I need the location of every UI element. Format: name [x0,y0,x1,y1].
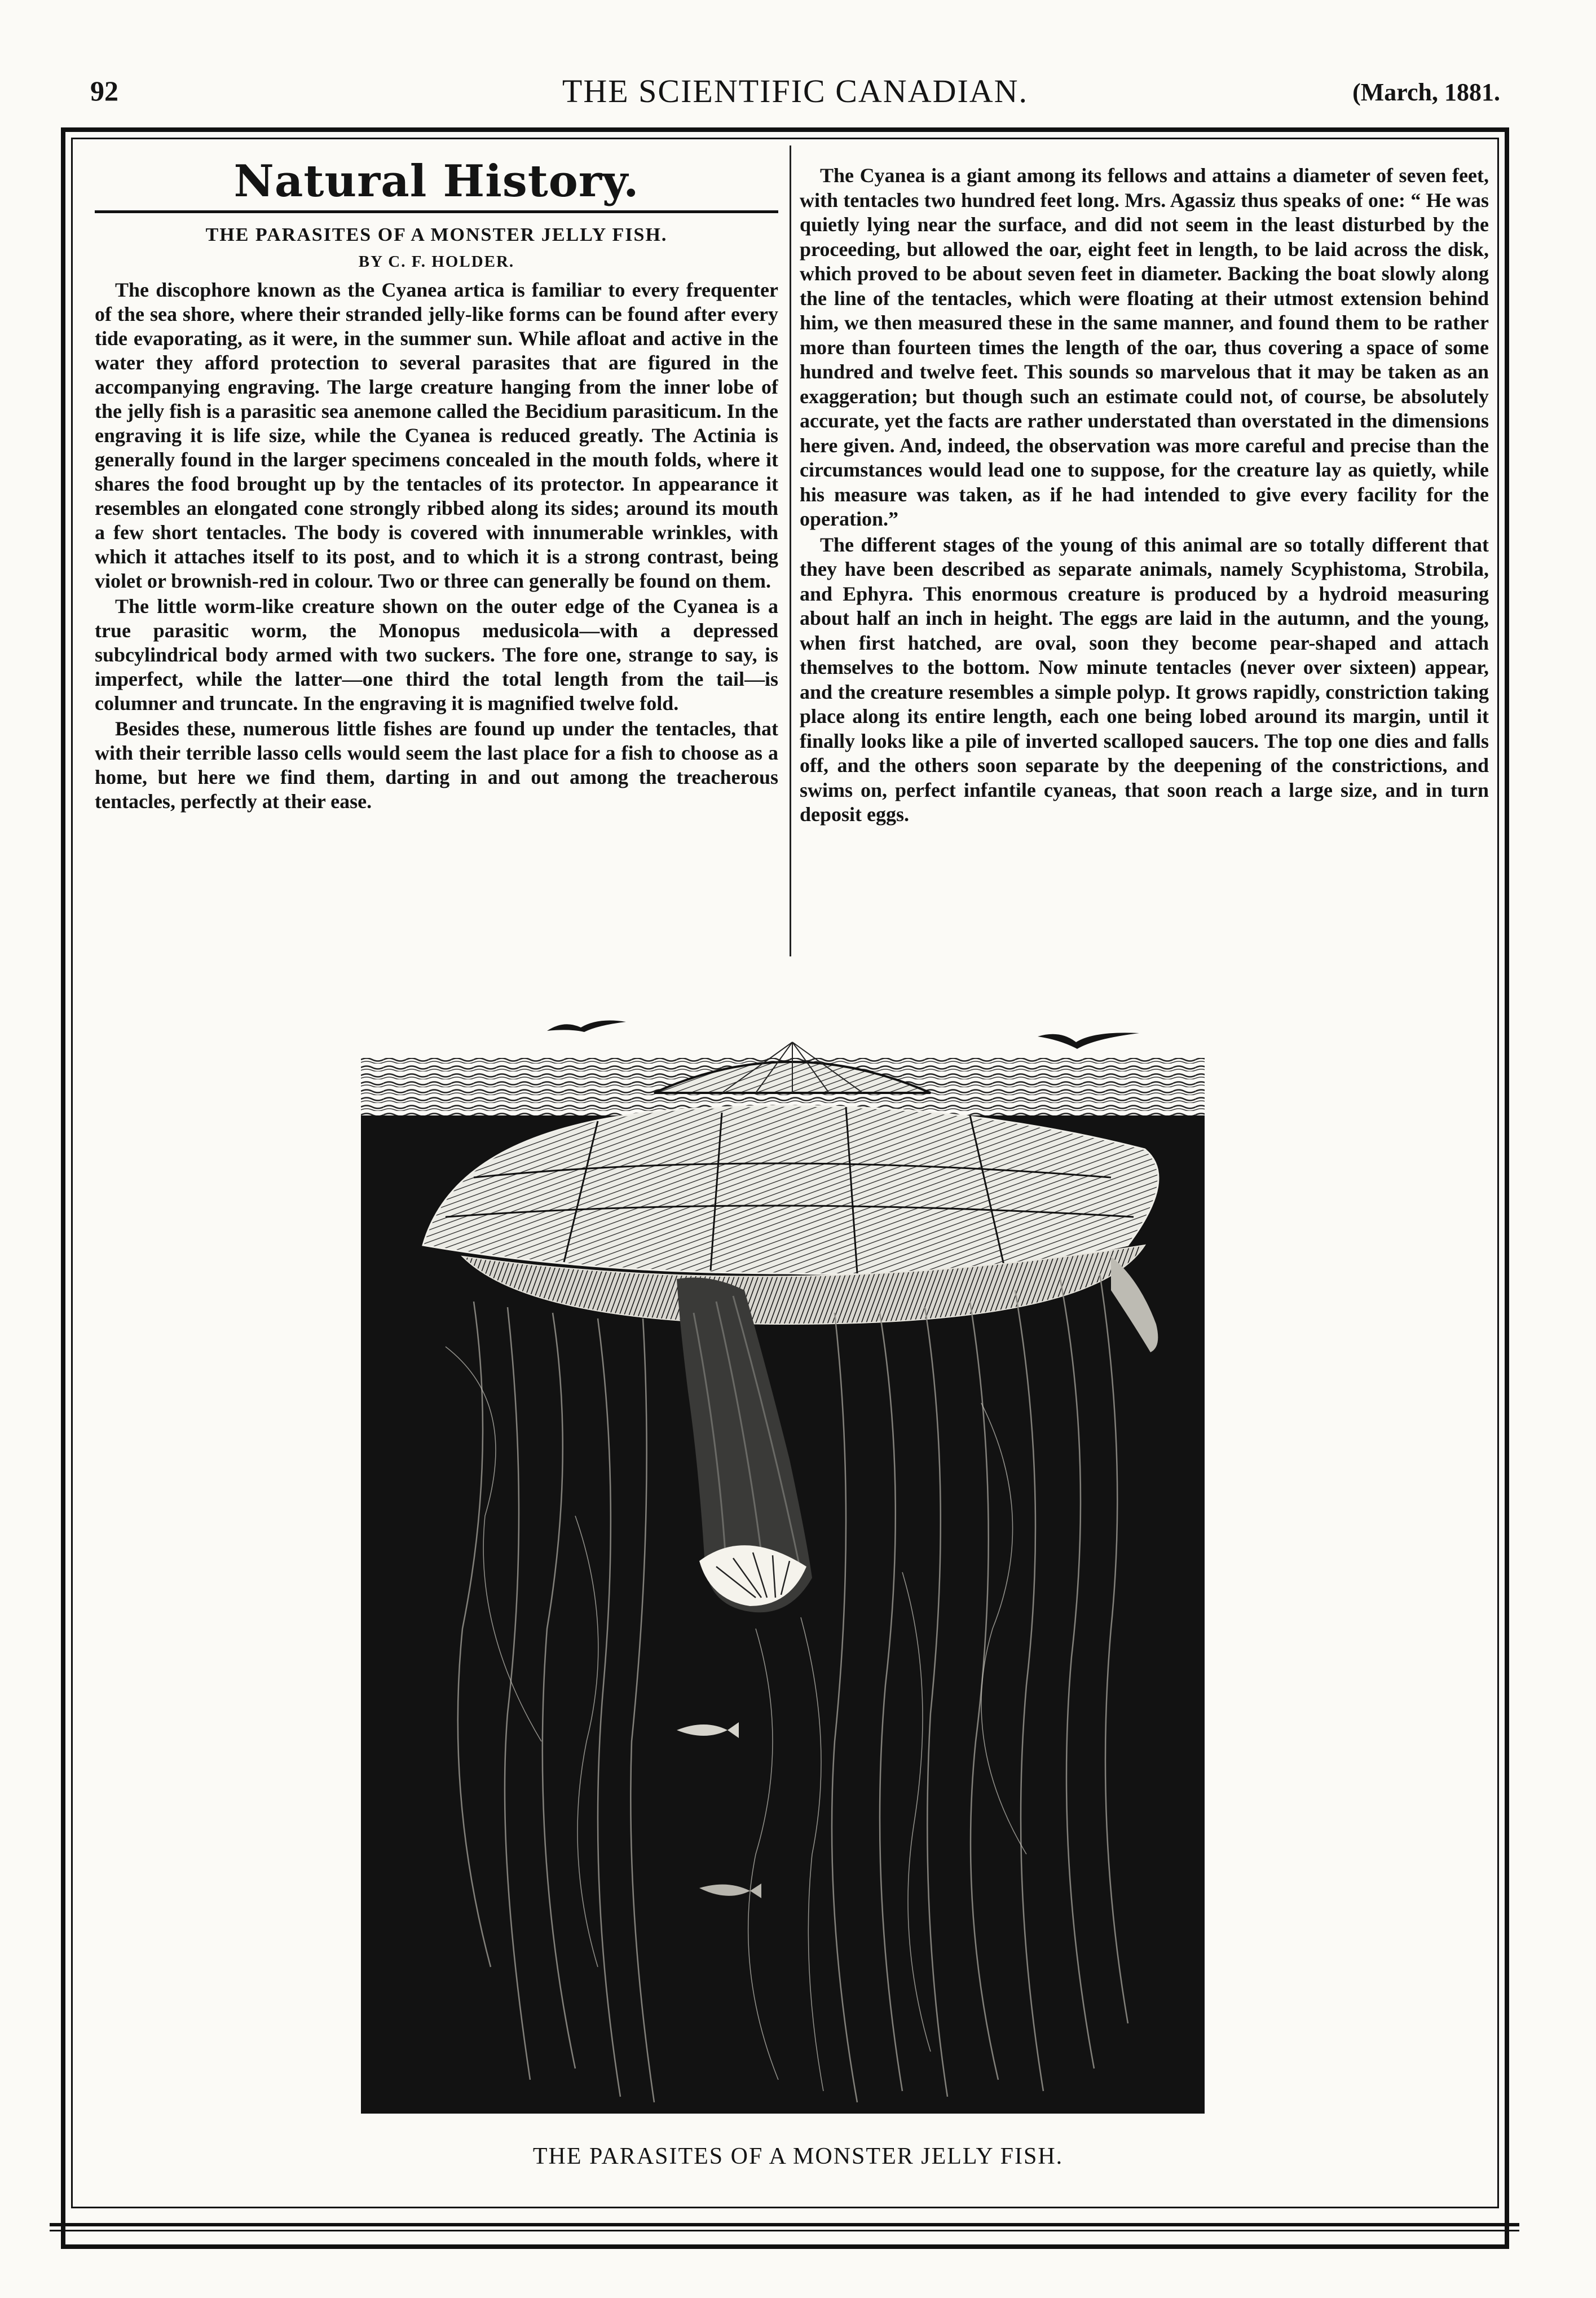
paragraph: The Cyanea is a giant among its fellows and attains a diameter of seven feet, with tentacles two hundred feet long. Mrs. Agassiz thus speaks of one: “ He was quietly lying near the surface, and did not seem in the least disturbed by the proceeding, but allowed the oar, eight feet in length, to be laid across the disk, which proved to be about seven feet in diameter. Backing the boat slowly along the line of the tentacles, which were floating at their utmost extension behind him, we then measured these in the same manner, and found them to be rather more than fourteen times the length of the oar, thus covering a space of some hundred and twelve feet. This sounds so marvelous that it may be taken as an exaggeration; but though such an estimate could not, of course, be absolutely accurate, yet the facts are rather understated than overstated in the dimensions here given. And, indeed, the observation was more careful and precise than the circumstances would lead one to suppose, for the creature lay as quietly, while his measure was taken, as if he had intended to give every facility for the operation.” [800,164,1489,530]
paragraph: The little worm-like creature shown on the outer edge of the Cyanea is a true parasitic worm, the Monopus medusicola—with a depressed subcylindrical body armed with two suckers. The fore one, strange to say, is imperfect, while the latter—one third the total length from the tail—is columner and truncate. In the engraving it is magnified twelve fold. [95,595,778,714]
section-rule [95,210,778,213]
paragraph: The discophore known as the Cyanea artica is familiar to every frequenter of the sea shore, where their stranded jelly-like forms can be found after every tide evaporating, as it were, in the summer sun. While afloat and active in the water they afford protection to several parasites that are figured in the accompanying engraving. The large creature hanging from the inner lobe of the jelly fish is a parasitic sea anemone called the Becidium parasiticum. In the engraving it is life size, while the Cyanea is reduced greatly. The Actinia is generally found in the larger specimens concealed in the mouth folds, where it shares the food brought up by the tentacles of its protector. In appearance it resembles an elongated cone strongly ribbed along its sides; around its mouth a few short tentacles. The body is covered with innumerable wrinkles, with which it attaches itself to its post, and to which it is a strong contrast, being violet or brownish-red in colour. Two or three can generally be found on them. [95,279,778,592]
bird-right [1038,1033,1139,1049]
page-number: 92 [90,75,118,107]
bird-left [547,1021,626,1032]
bottom-rule [50,2223,1519,2226]
article-byline: BY C. F. HOLDER. [358,253,515,271]
paragraph: Besides these, numerous little fishes are found up under the tentacles, that with their terrible lasso cells would seem the last place for a fish to choose as a home, but here we find them, darting in and out among the treacherous tentacles, perfectly at their ease. [95,717,778,813]
page-header [90,72,1500,117]
publication-title: THE SCIENTIFIC CANADIAN. [562,73,1029,109]
article-title: THE PARASITES OF A MONSTER JELLY FISH. [205,224,668,245]
left-column [95,148,778,960]
figure-caption: THE PARASITES OF A MONSTER JELLY FISH. [532,2143,1064,2169]
column-divider [790,145,791,956]
right-column [800,164,1489,976]
section-title: Natural History. [233,156,640,207]
issue-date: (March, 1881. [1352,78,1500,106]
jellyfish-engraving [361,1008,1205,2114]
bottom-rule-thin [50,2230,1519,2231]
paragraph: The different stages of the young of this animal are so totally different that they have been described as separate animals, namely Scyphistoma, Strobila, and Ephyra. This enormous creature is produced by a hydroid measuring about half an inch in height. The eggs are laid in the autumn, and the young, when first hatched, are oval, soon they become pear-shaped and attach themselves to the bottom. Now minute tentacles (never over sixteen) appear, and the creature resembles a simple polyp. It grows rapidly, constriction taking place along its entire length, each one being lobed around its margin, until it finally looks like a pile of inverted scalloped saucers. The top one dies and falls off, and the others soon separate by the deepening of the constrictions, and swims on, perfect infantile cyaneas, that soon reach a large size, and in turn deposit eggs. [800,533,1489,826]
